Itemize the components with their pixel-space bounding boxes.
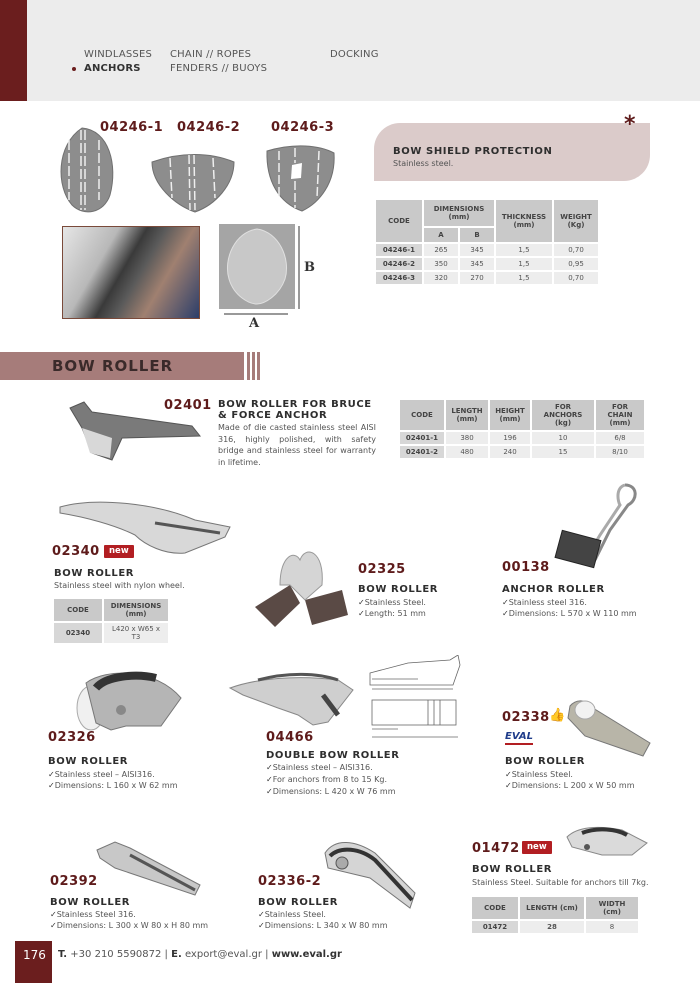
- product-image-02392: [95, 840, 205, 900]
- cell: 02401-2: [400, 446, 444, 458]
- product-code: 00138: [502, 560, 550, 575]
- cell: 350: [424, 258, 458, 270]
- feature-item: ✓ Stainless Steel 316.: [50, 909, 136, 921]
- table-row: [376, 244, 598, 256]
- feature-item: ✓ Dimensions: L 160 x W 62 mm: [48, 780, 177, 792]
- col-header: FOR ANCHORS (kg): [532, 400, 594, 430]
- col-header: FOR CHAIN (mm): [596, 400, 644, 430]
- cell: 270: [460, 272, 494, 284]
- nav-windlasses[interactable]: WINDLASSES: [84, 49, 153, 60]
- footer-contact: [58, 949, 342, 960]
- installation-photo: [62, 226, 200, 319]
- banner-stripe: [252, 352, 255, 380]
- dimension-label-a: A: [249, 316, 260, 331]
- phone: +30 210 5590872 |: [70, 949, 168, 960]
- cell: 04246-3: [376, 272, 422, 284]
- feature-item: ✓ Dimensions: L 340 x W 80 mm: [258, 920, 387, 932]
- table-row: [400, 432, 644, 444]
- technical-drawing: [368, 655, 466, 745]
- cell: 0,70: [554, 244, 598, 256]
- cell: 320: [424, 272, 458, 284]
- shield-04246-1-image: [54, 125, 120, 215]
- cell: 8/10: [596, 446, 644, 458]
- product-code: 04246-1: [100, 120, 164, 135]
- product-code: 04466: [266, 730, 314, 745]
- bow-shield-spec-table: [374, 198, 600, 286]
- nav-docking[interactable]: DOCKING: [330, 49, 379, 60]
- banner-stripe: [257, 352, 260, 380]
- feature-item: ✓ Dimensions: L 300 x W 80 x H 80 mm: [50, 920, 208, 932]
- product-title: BOW ROLLER: [472, 864, 553, 875]
- dimension-line-b: [298, 226, 300, 309]
- table-row: [376, 258, 598, 270]
- feature-item: ✓ Dimensions: L 200 x W 50 mm: [505, 780, 634, 792]
- product-image-01472: [562, 825, 652, 860]
- product-image-02325: [250, 545, 350, 630]
- feature-item: ✓ Stainless steel – AISI316.: [48, 769, 155, 781]
- cell: 480: [446, 446, 488, 458]
- col-header: THICKNESS (mm): [496, 200, 552, 242]
- product-title: BOW ROLLER: [258, 897, 339, 908]
- cell: 10: [532, 432, 594, 444]
- cell: 380: [446, 432, 488, 444]
- col-header: DIMENSIONS (mm): [104, 599, 168, 621]
- eval-logo: EVAL: [505, 731, 533, 745]
- asterisk-icon: *: [624, 112, 636, 137]
- product-code: 04246-3: [271, 120, 335, 135]
- cell: 265: [424, 244, 458, 256]
- phone-label: T.: [58, 949, 68, 960]
- product-code: 02392: [50, 874, 98, 889]
- page-number: 176: [15, 941, 52, 983]
- col-header: HEIGHT (mm): [490, 400, 530, 430]
- col-header: CODE: [472, 897, 518, 919]
- cell: L420 x W65 x T3: [104, 623, 168, 643]
- cell: 01472: [472, 921, 518, 933]
- product-title: BOW ROLLER FOR BRUCE: [218, 399, 372, 410]
- active-dot-icon: [72, 67, 76, 71]
- table-row: [376, 272, 598, 284]
- product-title: BOW ROLLER: [54, 568, 135, 579]
- product-code: 02401: [164, 398, 212, 413]
- cell: 04246-2: [376, 258, 422, 270]
- nav-anchors[interactable]: ANCHORS: [84, 63, 141, 74]
- feature-item: ✓ Dimensions: L 420 x W 76 mm: [266, 786, 395, 798]
- 02401-spec-table: [398, 398, 646, 460]
- shield-outline-icon: [219, 224, 295, 309]
- website-link[interactable]: www.eval.gr: [271, 949, 342, 960]
- col-header: CODE: [376, 200, 422, 242]
- col-header: B: [460, 228, 494, 242]
- cell: 02401-1: [400, 432, 444, 444]
- cell: 0,95: [554, 258, 598, 270]
- thumbs-up-icon: 👍: [549, 708, 566, 723]
- product-desc: Stainless steel with nylon wheel.: [54, 581, 185, 590]
- cell: 04246-1: [376, 244, 422, 256]
- new-badge: new: [522, 841, 552, 854]
- feature-item: ✓ Stainless steel – AISI316.: [266, 762, 373, 774]
- nav-fenders-buoys[interactable]: FENDERS // BUOYS: [170, 63, 268, 74]
- 02340-spec-table: [52, 597, 170, 645]
- cell: 15: [532, 446, 594, 458]
- product-image-02326: [66, 668, 191, 733]
- nav-chain-ropes[interactable]: CHAIN // ROPES: [170, 49, 252, 60]
- col-header: DIMENSIONS (mm): [424, 200, 494, 226]
- product-code: 02338: [502, 710, 550, 725]
- cell: 8: [586, 921, 638, 933]
- col-header: LENGTH (mm): [446, 400, 488, 430]
- cell: 0,70: [554, 272, 598, 284]
- shield-04246-2-image: [150, 150, 236, 215]
- feature-item: ✓ Dimensions: L 570 x W 110 mm: [502, 608, 637, 620]
- col-header: LENGTH (cm): [520, 897, 584, 919]
- feature-item: ✓ Stainless Steel.: [258, 909, 326, 921]
- product-code: 02326: [48, 730, 96, 745]
- col-header: WIDTH (cm): [586, 897, 638, 919]
- dimension-label-b: B: [304, 260, 315, 275]
- product-title: BOW SHIELD PROTECTION: [393, 146, 553, 157]
- email-link[interactable]: export@eval.gr |: [184, 949, 269, 960]
- product-title: BOW ROLLER: [358, 584, 439, 595]
- product-code: 04246-2: [177, 120, 241, 135]
- product-desc: Made of die casted stainless steel AISI 316, highly polished, with safety bridge and stainless steel for warranty in lifetime.: [218, 423, 376, 467]
- feature-item: ✓ For anchors from 8 to 15 Kg.: [266, 774, 387, 786]
- cell: 240: [490, 446, 530, 458]
- table-row: [54, 623, 168, 643]
- col-header: CODE: [400, 400, 444, 430]
- 01472-spec-table: [470, 895, 640, 935]
- col-header: A: [424, 228, 458, 242]
- feature-item: ✓ Stainless Steel.: [505, 769, 573, 781]
- cell: 1,5: [496, 258, 552, 270]
- cell: 1,5: [496, 244, 552, 256]
- product-title: ANCHOR ROLLER: [502, 584, 605, 595]
- shield-04246-3-image: [264, 143, 338, 213]
- banner-stripe: [247, 352, 250, 380]
- product-title: & FORCE ANCHOR: [218, 410, 328, 421]
- cell: 196: [490, 432, 530, 444]
- product-title: BOW ROLLER: [48, 756, 129, 767]
- product-title: BOW ROLLER: [50, 897, 131, 908]
- cell: 28: [520, 921, 584, 933]
- product-code: 02336-2: [258, 874, 322, 889]
- section-title: BOW ROLLER: [52, 357, 174, 375]
- feature-item: ✓ Stainless steel 316.: [502, 597, 587, 609]
- product-image-02338: [565, 698, 655, 758]
- col-header: WEIGHT (Kg): [554, 200, 598, 242]
- email-label: E.: [171, 949, 182, 960]
- feature-item: ✓ Length: 51 mm: [358, 608, 426, 620]
- col-header: CODE: [54, 599, 102, 621]
- table-row: [472, 921, 638, 933]
- product-desc: Stainless Steel. Suitable for anchors till 7kg.: [472, 878, 649, 887]
- product-title: DOUBLE BOW ROLLER: [266, 750, 400, 761]
- feature-item: ✓ Stainless Steel.: [358, 597, 426, 609]
- cell: 1,5: [496, 272, 552, 284]
- table-row: [400, 446, 644, 458]
- product-code: 02325: [358, 562, 406, 577]
- product-image-04466: [228, 670, 358, 730]
- shield-diagram: [219, 224, 295, 309]
- product-title: BOW ROLLER: [505, 756, 586, 767]
- product-code: 02340: [52, 544, 100, 559]
- cell: 345: [460, 258, 494, 270]
- cell: 345: [460, 244, 494, 256]
- new-badge: new: [104, 545, 134, 558]
- product-desc: Stainless steel.: [393, 159, 454, 168]
- product-image-00138: [540, 480, 640, 575]
- dimension-line-a: [224, 313, 288, 315]
- product-code: 01472: [472, 841, 520, 856]
- cell: 6/8: [596, 432, 644, 444]
- brand-side-bar: [0, 0, 27, 101]
- cell: 02340: [54, 623, 102, 643]
